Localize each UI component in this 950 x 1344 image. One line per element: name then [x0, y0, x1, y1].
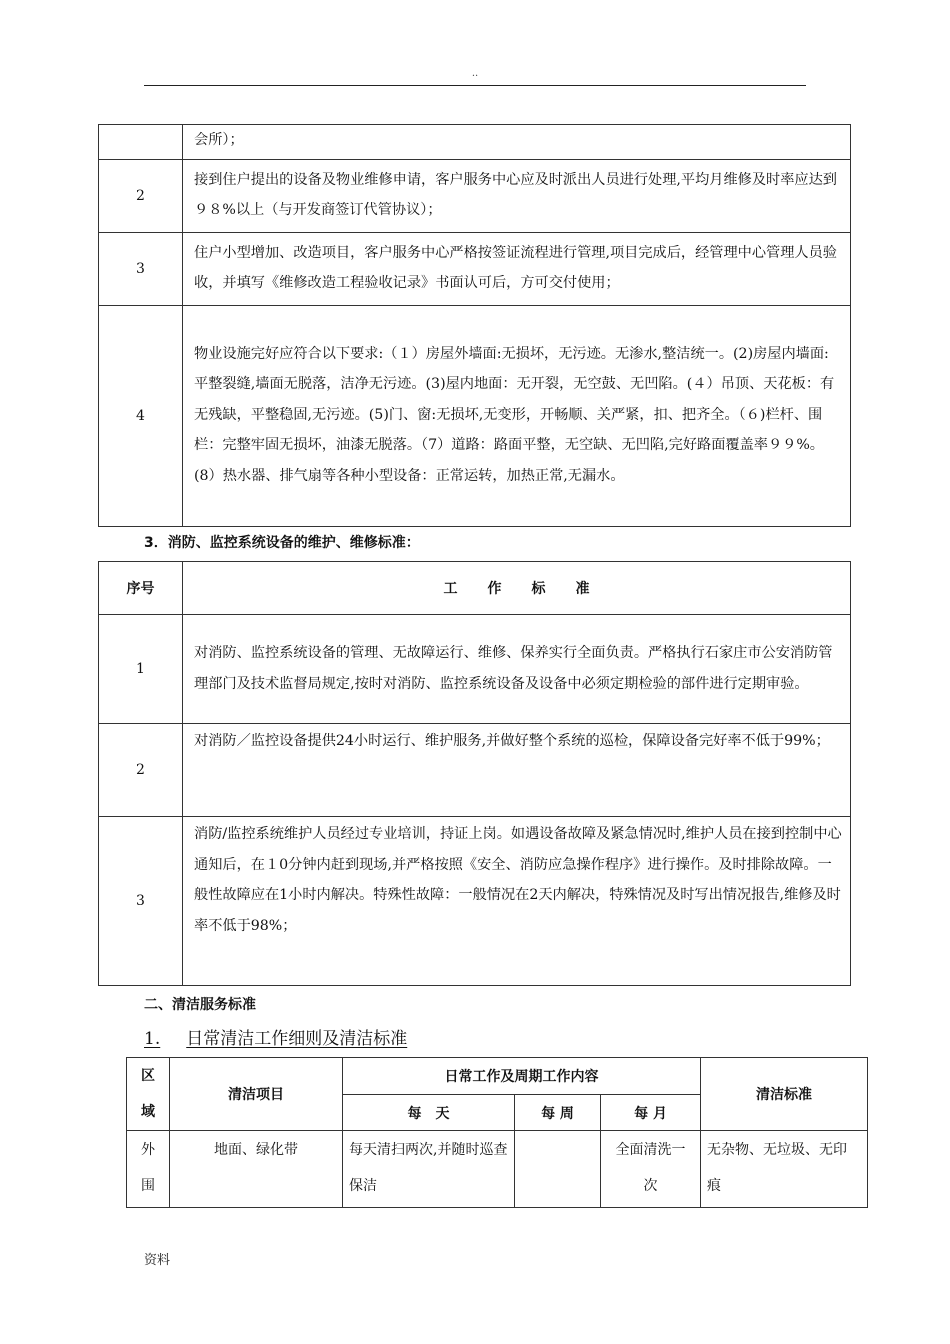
table-row	[99, 817, 851, 986]
row-text: 接到住户提出的设备及物业维修申请，客户服务中心应及时派出人员进行处理,平均月维修及时率应达到９８%以上（与开发商签订代管协议）；	[183, 159, 851, 232]
row-number: 1	[99, 615, 183, 724]
row-number: 3	[99, 232, 183, 305]
row-number: 2	[99, 724, 183, 817]
cell-item: 地面、绿化带	[170, 1131, 343, 1208]
row-number: 4	[99, 305, 183, 526]
table-row	[99, 305, 851, 526]
header-item: 清洁项目	[170, 1058, 343, 1131]
row-text: 对消防／监控设备提供24小时运行、维护服务,并做好整个系统的巡检，保障设备完好率不低于99%；	[183, 724, 851, 817]
maintenance-table	[98, 124, 851, 527]
cell-weekly	[515, 1131, 601, 1208]
row-text: 消防/监控系统维护人员经过专业培训，持证上岗。如遇设备故障及紧急情况时,维护人员在接到控制中心通知后，在１0分钟内赶到现场,并严格按照《安全、消防应急操作程序》进行操作。及时排除故障。一般性故障应在1小时内解决。特殊性故障：一般情况在2天内解决，特殊情况及时写出情况报告,维修及时率不低于98%；	[183, 817, 851, 986]
row-text: 对消防、监控系统设备的管理、无故障运行、维修、保养实行全面负责。严格执行石家庄市公安消防管理部门及技术监督局规定,按时对消防、监控系统设备及设备中必须定期检验的部件进行定期审验。	[183, 615, 851, 724]
cell-standard: 无杂物、无垃圾、无印痕	[701, 1131, 868, 1208]
row-text: 物业设施完好应符合以下要求:（１）房屋外墙面:无损坏，无污迹。无渗水,整洁统一。(2)房屋内墙面:平整裂缝,墙面无脱落，洁净无污迹。(3)屋内地面：无开裂，无空鼓、无凹陷。(４）吊顶、天花板：有无残缺，平整稳固,无污迹。(5)门、窗:无损坏,无变形，开畅顺、关严紧，扣、把齐全。（６)栏杆、围栏：完整牢固无损坏，油漆无脱落。（7）道路：路面平整，无空缺、无凹陷,完好路面覆盖率９９%。(8）热水器、排气扇等各种小型设备：正常运转，加热正常,无漏水。	[183, 305, 851, 526]
row-text: 住户小型增加、改造项目，客户服务中心严格按签证流程进行管理,项目完成后，经管理中心管理人员验收，并填写《维修改造工程验收记录》书面认可后，方可交付使用；	[183, 232, 851, 305]
header-number: 序号	[99, 562, 183, 615]
subsection-text: 日常清洁工作细则及清洁标准	[186, 1029, 408, 1049]
cleaning-table	[126, 1057, 868, 1208]
header-weekly: 每 周	[515, 1095, 601, 1131]
footer-text: 资料	[144, 1253, 171, 1268]
header-standard: 清洁标准	[701, 1058, 868, 1131]
header-standard: 工作标准	[183, 562, 851, 615]
header-monthly: 每 月	[601, 1095, 701, 1131]
row-number: 2	[99, 159, 183, 232]
row-number	[99, 125, 183, 160]
table-row	[99, 159, 851, 232]
table-row	[99, 125, 851, 160]
table-header-row	[127, 1058, 868, 1095]
table-header-row	[99, 562, 851, 615]
header-daily: 每 天	[343, 1095, 515, 1131]
cell-area: 外围	[127, 1131, 170, 1208]
table-row	[99, 615, 851, 724]
header-rule	[144, 85, 806, 86]
row-number: 3	[99, 817, 183, 986]
table-row	[127, 1131, 868, 1208]
subsection-title	[144, 1024, 407, 1049]
header-area: 区域	[127, 1058, 170, 1131]
cell-daily: 每天清扫两次,并随时巡查保洁	[343, 1131, 515, 1208]
section-title-fire: 3．消防、监控系统设备的维护、维修标准：	[144, 535, 420, 551]
fire-system-table	[98, 561, 851, 986]
subsection-number: 1.	[144, 1029, 161, 1049]
table-row	[99, 232, 851, 305]
cell-monthly: 全面清洗一次	[601, 1131, 701, 1208]
row-text: 会所）；	[183, 125, 851, 160]
header-daily-group: 日常工作及周期工作内容	[343, 1058, 701, 1095]
header-mark: ..	[471, 68, 479, 79]
table-row	[99, 724, 851, 817]
section-title-cleaning: 二、清洁服务标准	[144, 997, 256, 1013]
